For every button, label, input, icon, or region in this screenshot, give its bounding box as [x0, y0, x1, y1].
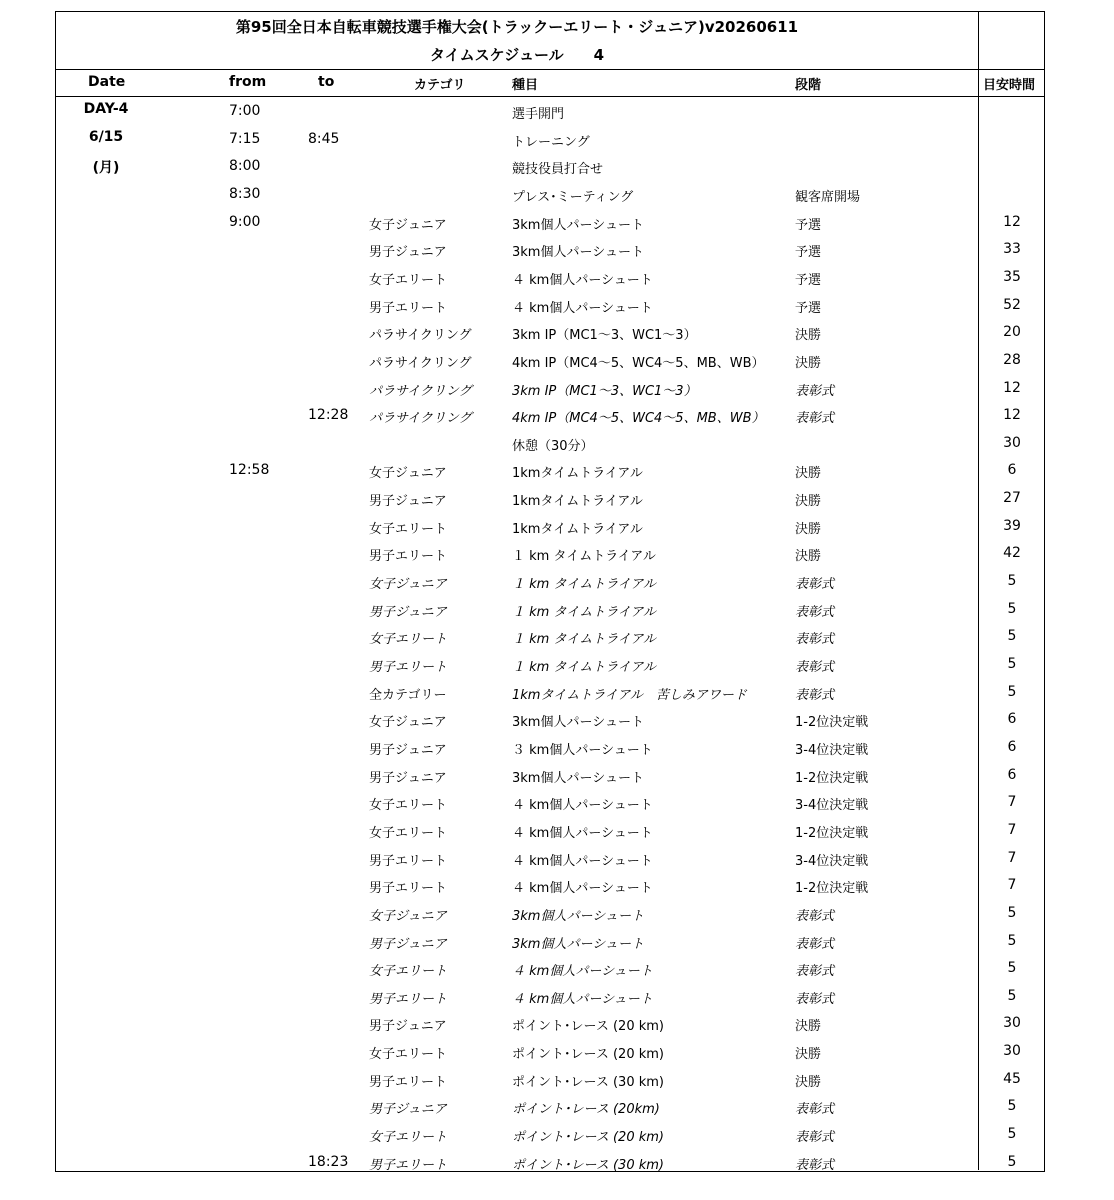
event-cell: 3km個人パーシュート — [512, 217, 644, 233]
table-row — [56, 319, 1044, 347]
event-cell: 3km IP（MC1～3、WC1～3） — [512, 328, 697, 344]
stage-cell: 予選 — [795, 245, 822, 261]
stage-cell: 3-4位決定戦 — [795, 853, 869, 869]
duration-cell: 5 — [1007, 1153, 1017, 1170]
table-row — [56, 928, 1044, 956]
header-category: カテゴリ — [414, 78, 466, 93]
event-cell: プレス･ミーティング — [512, 189, 634, 205]
stage-cell: 3-4位決定戦 — [795, 798, 869, 814]
category-cell: 男子ジュニア — [369, 1019, 447, 1035]
duration-cell: 52 — [1003, 296, 1021, 313]
stage-cell: 3-4位決定戦 — [795, 742, 869, 758]
stage-cell: 1-2位決定戦 — [795, 715, 869, 731]
category-cell: 女子エリート — [369, 1047, 448, 1063]
table-header-row — [56, 69, 1044, 97]
header-to: to — [318, 74, 335, 90]
schedule-sheet — [55, 11, 1045, 1172]
duration-cell: 6 — [1007, 766, 1017, 783]
table-row — [56, 181, 1044, 209]
table-row — [56, 706, 1044, 734]
event-cell: ３ km個人パーシュート — [512, 742, 653, 758]
table-row — [56, 845, 1044, 873]
stage-cell: 表彰式 — [795, 991, 835, 1007]
duration-cell: 5 — [1007, 987, 1017, 1004]
table-row — [56, 872, 1044, 900]
event-cell: １ km タイムトライアル — [512, 660, 656, 675]
stage-cell: 表彰式 — [795, 660, 835, 675]
stage-cell: 決勝 — [795, 328, 822, 344]
table-row — [56, 126, 1044, 154]
category-cell: パラサイクリング — [369, 328, 472, 344]
table-row — [56, 402, 1044, 430]
stage-cell: 表彰式 — [795, 1102, 835, 1118]
document-title: 第95回全日本自転車競技選手権大会(トラックーエリート・ジュニア)v20260611 — [235, 18, 799, 36]
duration-cell: 35 — [1003, 268, 1021, 285]
table-row — [56, 540, 1044, 568]
duration-cell: 5 — [1007, 1126, 1017, 1143]
duration-cell: 7 — [1007, 849, 1017, 866]
event-cell: 休憩（30分） — [512, 438, 594, 454]
stage-cell: 表彰式 — [795, 1130, 835, 1146]
event-cell: 4km IP（MC4～5、WC4～5、MB、WB） — [512, 411, 765, 427]
category-cell: 女子エリート — [369, 825, 448, 841]
day-weekday: (月) — [92, 160, 120, 176]
header-duration: 目安時間 — [983, 78, 1036, 93]
category-cell: 男子エリート — [369, 1157, 448, 1173]
table-row — [56, 1010, 1044, 1038]
category-cell: 女子エリート — [369, 798, 448, 814]
event-cell: ポイント･レース (20 km) — [512, 1047, 664, 1063]
duration-cell: 42 — [1003, 545, 1021, 562]
table-row — [56, 789, 1044, 817]
stage-cell: 観客席開場 — [795, 189, 861, 205]
category-cell: 男子ジュニア — [369, 742, 447, 758]
event-cell: ポイント･レース (20km) — [512, 1102, 660, 1118]
to-cell: 8:45 — [308, 130, 340, 147]
from-cell: 7:15 — [229, 130, 261, 147]
category-cell: 男子ジュニア — [369, 245, 447, 261]
category-cell: 女子エリート — [369, 964, 448, 980]
duration-cell: 7 — [1007, 821, 1017, 838]
duration-cell: 5 — [1007, 656, 1017, 672]
stage-cell: 1-2位決定戦 — [795, 825, 869, 841]
event-cell: 4km IP（MC4～5、WC4～5、MB、WB） — [512, 355, 765, 371]
table-row — [56, 457, 1044, 485]
category-cell: 男子ジュニア — [369, 770, 447, 786]
category-cell: 女子ジュニア — [369, 466, 447, 482]
stage-cell: 表彰式 — [795, 908, 835, 924]
event-cell: ４ km個人パーシュート — [512, 881, 653, 897]
from-cell: 7:00 — [229, 103, 261, 119]
category-cell: パラサイクリング — [369, 383, 472, 399]
stage-cell: 表彰式 — [795, 936, 835, 952]
table-row — [56, 1093, 1044, 1121]
duration-cell: 7 — [1007, 794, 1017, 811]
duration-cell: 5 — [1007, 904, 1017, 921]
category-cell: 男子エリート — [369, 549, 448, 565]
event-cell: ４ km個人パーシュート — [512, 300, 653, 316]
event-cell: 3km個人パーシュート — [512, 908, 644, 924]
table-row — [56, 485, 1044, 513]
category-cell: 女子ジュニア — [369, 577, 447, 593]
duration-cell: 30 — [1003, 1015, 1021, 1032]
event-cell: 選手開門 — [512, 107, 565, 122]
table-row — [56, 375, 1044, 403]
duration-cell: 5 — [1007, 573, 1017, 590]
table-row — [56, 983, 1044, 1011]
table-row — [56, 596, 1044, 624]
category-cell: 男子エリート — [369, 881, 448, 897]
category-cell: 女子エリート — [369, 1130, 448, 1146]
stage-cell: 表彰式 — [795, 383, 835, 399]
header-stage: 段階 — [795, 78, 822, 93]
category-cell: パラサイクリング — [369, 411, 472, 427]
category-cell: 女子エリート — [369, 632, 448, 648]
table-row — [56, 734, 1044, 762]
event-cell: 3km IP（MC1～3、WC1～3） — [512, 383, 697, 399]
category-cell: 男子ジュニア — [369, 1102, 447, 1118]
event-cell: ポイント･レース (30 km) — [512, 1157, 664, 1173]
day-label: DAY-4 — [83, 101, 129, 117]
header-from: from — [229, 74, 267, 90]
duration-cell: 20 — [1003, 324, 1021, 341]
day-date: 6/15 — [88, 129, 124, 145]
event-cell: 競技役員打合せ — [512, 162, 604, 178]
duration-cell: 5 — [1007, 960, 1017, 977]
table-row — [56, 651, 1044, 679]
duration-cell: 5 — [1007, 932, 1017, 949]
to-cell: 18:23 — [308, 1153, 349, 1170]
duration-cell: 12 — [1003, 213, 1021, 230]
event-cell: 1kmタイムトライアル — [512, 521, 643, 537]
event-cell: ４ km個人パーシュート — [512, 798, 653, 814]
duration-cell: 6 — [1007, 462, 1017, 479]
duration-cell: 27 — [1003, 490, 1021, 507]
table-row — [56, 98, 1044, 126]
table-row — [56, 430, 1044, 458]
stage-cell: 決勝 — [795, 355, 822, 371]
table-row — [56, 209, 1044, 237]
table-row — [56, 568, 1044, 596]
stage-cell: 予選 — [795, 217, 822, 233]
event-cell: 3km個人パーシュート — [512, 715, 644, 731]
category-cell: 男子ジュニア — [369, 494, 447, 510]
to-cell: 12:28 — [308, 407, 349, 424]
header-event: 種目 — [512, 78, 539, 93]
from-cell: 9:00 — [229, 213, 261, 230]
event-cell: １ km タイムトライアル — [512, 632, 656, 648]
stage-cell: 決勝 — [795, 494, 822, 510]
title-area — [56, 12, 978, 70]
duration-cell: 33 — [1003, 241, 1021, 258]
stage-cell: 決勝 — [795, 1047, 822, 1063]
duration-cell: 5 — [1007, 600, 1017, 617]
duration-cell: 6 — [1007, 738, 1017, 755]
category-cell: 女子ジュニア — [369, 715, 447, 731]
table-row — [56, 679, 1044, 707]
table-row — [56, 264, 1044, 292]
table-row — [56, 236, 1044, 264]
event-cell: ４ km個人パーシュート — [512, 964, 653, 980]
document-subtitle: タイムスケジュール 4 — [429, 46, 605, 64]
duration-cell: 30 — [1003, 434, 1021, 451]
stage-cell: 予選 — [795, 272, 822, 288]
table-row — [56, 1038, 1044, 1066]
category-cell: 女子ジュニア — [369, 908, 447, 924]
from-cell: 8:30 — [229, 185, 261, 202]
duration-cell: 6 — [1007, 711, 1017, 728]
event-cell: 3km個人パーシュート — [512, 770, 644, 786]
duration-cell: 45 — [1003, 1070, 1021, 1087]
stage-cell: 1-2位決定戦 — [795, 881, 869, 897]
stage-cell: 表彰式 — [795, 604, 835, 620]
table-row — [56, 153, 1044, 181]
event-cell: １ km タイムトライアル — [512, 577, 656, 593]
stage-cell: 表彰式 — [795, 687, 835, 703]
event-cell: １ km タイムトライアル — [512, 604, 656, 620]
stage-cell: 決勝 — [795, 466, 822, 482]
table-row — [56, 1066, 1044, 1094]
table-row — [56, 513, 1044, 541]
duration-cell: 12 — [1003, 407, 1021, 424]
event-cell: 1kmタイムトライアル — [512, 494, 643, 510]
table-row — [56, 292, 1044, 320]
stage-cell: 表彰式 — [795, 577, 835, 593]
category-cell: 男子エリート — [369, 1074, 448, 1090]
category-cell: 女子ジュニア — [369, 217, 447, 233]
event-cell: １ km タイムトライアル — [512, 549, 656, 565]
category-cell: 女子エリート — [369, 521, 448, 537]
stage-cell: 決勝 — [795, 549, 822, 565]
duration-cell: 5 — [1007, 1098, 1017, 1115]
stage-cell: 表彰式 — [795, 1157, 835, 1173]
category-cell: 女子エリート — [369, 272, 448, 288]
stage-cell: 決勝 — [795, 521, 822, 537]
from-cell: 12:58 — [229, 462, 270, 479]
from-cell: 8:00 — [229, 158, 261, 175]
event-cell: ポイント･レース (20 km) — [512, 1130, 664, 1146]
table-row — [56, 347, 1044, 375]
category-cell: パラサイクリング — [369, 355, 472, 371]
stage-cell: 表彰式 — [795, 411, 835, 427]
table-row — [56, 955, 1044, 983]
event-cell: ４ km個人パーシュート — [512, 272, 653, 288]
duration-cell: 28 — [1003, 351, 1021, 368]
table-row — [56, 900, 1044, 928]
stage-cell: 1-2位決定戦 — [795, 770, 869, 786]
event-cell: 3km個人パーシュート — [512, 245, 644, 261]
stage-cell: 表彰式 — [795, 632, 835, 648]
category-cell: 男子エリート — [369, 300, 448, 316]
event-cell: ４ km個人パーシュート — [512, 991, 653, 1007]
duration-cell: 30 — [1003, 1043, 1021, 1060]
event-cell: トレーニング — [512, 134, 590, 150]
event-cell: 1kmタイムトライアル 苦しみアワード — [512, 687, 747, 703]
table-row — [56, 762, 1044, 790]
category-cell: 男子ジュニア — [369, 604, 447, 620]
stage-cell: 予選 — [795, 300, 822, 316]
event-cell: ポイント･レース (20 km) — [512, 1019, 664, 1035]
stage-cell: 表彰式 — [795, 964, 835, 980]
duration-cell: 39 — [1003, 517, 1021, 534]
table-row — [56, 623, 1044, 651]
event-cell: 1kmタイムトライアル — [512, 466, 643, 482]
category-cell: 男子エリート — [369, 853, 448, 869]
duration-cell: 5 — [1007, 628, 1017, 645]
table-row — [56, 1121, 1044, 1149]
duration-cell: 5 — [1007, 683, 1017, 700]
stage-cell: 決勝 — [795, 1074, 822, 1090]
event-cell: ４ km個人パーシュート — [512, 853, 653, 869]
event-cell: ４ km個人パーシュート — [512, 825, 653, 841]
event-cell: 3km個人パーシュート — [512, 936, 644, 952]
category-cell: 男子エリート — [369, 991, 448, 1007]
header-date: Date — [88, 74, 126, 90]
table-row — [56, 1149, 1044, 1177]
duration-cell: 7 — [1007, 877, 1017, 894]
duration-cell: 12 — [1003, 379, 1021, 396]
table-row — [56, 817, 1044, 845]
category-cell: 男子エリート — [369, 660, 448, 675]
category-cell: 男子ジュニア — [369, 936, 447, 952]
event-cell: ポイント･レース (30 km) — [512, 1074, 664, 1090]
category-cell: 全カテゴリー — [369, 687, 447, 703]
stage-cell: 決勝 — [795, 1019, 822, 1035]
